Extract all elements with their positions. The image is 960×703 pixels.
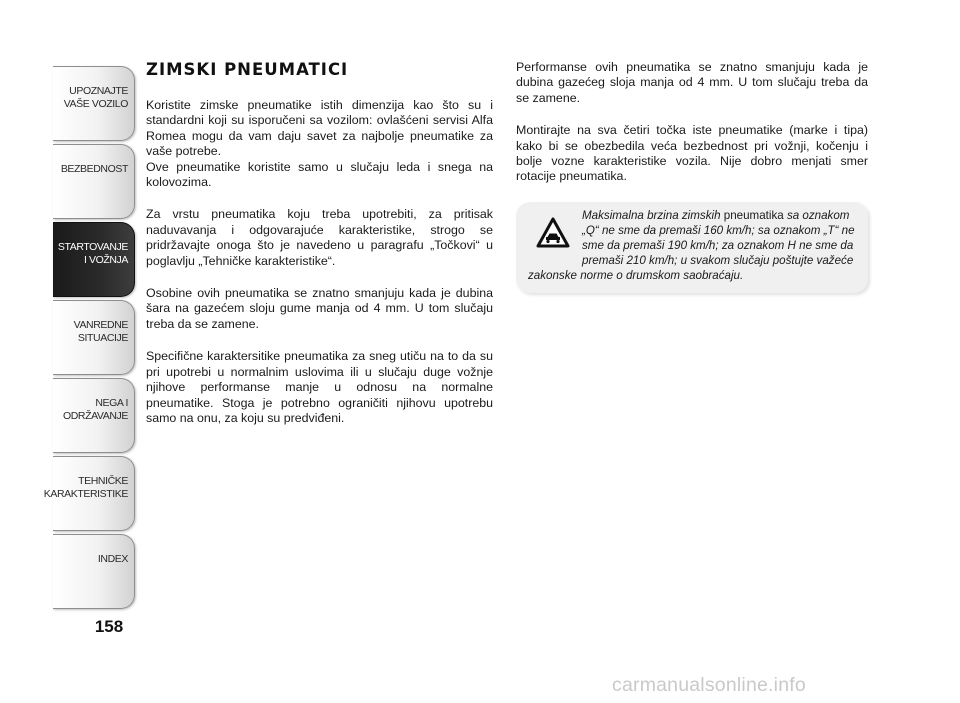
tab-upoznajte-vase-vozilo[interactable] (53, 66, 135, 141)
warning-note (516, 202, 868, 293)
page-number: 158 (94, 617, 124, 636)
right-column (516, 60, 868, 293)
tab-label: VANREDNE SITUACIJE (73, 319, 128, 344)
note-normal-word: pneumatika (723, 208, 784, 222)
tab-label: TEHNIČKE KARAKTERISTIKE (43, 475, 128, 500)
paragraph: Za vrstu pneumatika koju treba upotrebiti, za pritisak naduvavanja i odgovarajuće karakteristike, strogo se pridržavajte onoga što je navedeno u paragrafu „Točkovi“ u poglavlju „Tehničke karakteristike“. (146, 207, 493, 268)
paragraph: Performanse ovih pneumatika se znatno smanjuju kada je dubina gazećeg sloja manja od 4 mm. U tom slučaju treba da se zamene. (516, 60, 868, 105)
watermark: carmanualsonline.info (612, 674, 806, 696)
warning-triangle-icon (536, 216, 570, 250)
tab-label: NEGA I ODRŽAVANJE (62, 397, 128, 422)
tab-tehnicke-karakteristike[interactable] (43, 456, 135, 531)
tab-bezbednost[interactable] (53, 144, 135, 219)
left-column (146, 60, 493, 443)
paragraph: Koristite zimske pneumatike istih dimenzija kao što su i standardni koji su isporučeni sa vozilom: ovlašćeni servisi Alfa Romea mogu da vam daju savet za najbolje pneumatike za vaše potrebe. (146, 98, 493, 159)
section-title: ZIMSKI PNEUMATICI (146, 60, 349, 79)
tab-label: BEZBEDNOST (60, 163, 128, 175)
note-lead: Maksimalna brzina zimskih (582, 208, 721, 222)
chapter-sidebar (43, 66, 135, 612)
paragraph: Specifične karaktersitike pneumatika za sneg utiču na to da su pri upotrebi u normalnim uslovima ili u slučaju duge vožnje njihove performanse manje u odnosu na normalne pneumatike. Stoga je potrebno ograničiti njihovu upotrebu samo na onu, za koju su predviđeni. (146, 349, 493, 425)
tab-label: UPOZNAJTE VAŠE VOZILO (63, 85, 128, 110)
tab-label: STARTOVANJE I VOŽNJA (57, 241, 128, 266)
tab-nega-i-odrzavanje[interactable] (53, 378, 135, 453)
tab-vanredne-situacije[interactable] (53, 300, 135, 375)
paragraph: Osobine ovih pneumatika se znatno smanjuju kada je dubina šara na gazećem sloju gume manja od 4 mm. U tom slučaju treba da se zamene. (146, 286, 493, 331)
tab-startovanje-i-voznja[interactable] (53, 222, 135, 297)
tab-index[interactable] (53, 534, 135, 609)
tab-label: INDEX (97, 553, 128, 565)
paragraph: Ove pneumatike koristite samo u slučaju leda i snega na kolovozima. (146, 159, 493, 190)
note-text: sa oznakom „Q“ ne sme da premaši 160 km/h; sa oznakom „T“ ne sme da premaši 190 km/h; za oznakom H ne sme da premaši 210 km/h; u svakom slučaju poštujte važeće zakonske norme o drumskom saobraćaju. (528, 208, 855, 282)
paragraph: Montirajte na sva četiri točka iste pneumatike (marke i tipa) kako bi se obezbedila veća bezbednost pri vožnji, kočenju i bolje vozne karakteristike vozila. Nije dobro menjati smer rotacije pneumatika. (516, 123, 868, 184)
